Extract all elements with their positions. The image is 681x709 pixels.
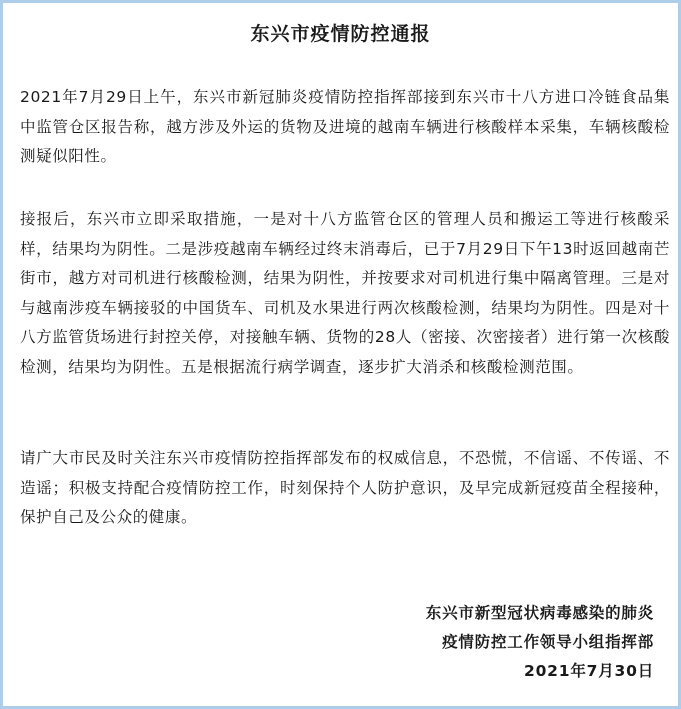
signature-date: 2021年7月30日 (524, 662, 654, 680)
paragraph-measures: 接报后，东兴市立即采取措施，一是对十八方监管仓区的管理人员和搬运工等进行核酸采样，结果均为阴性。二是涉疫越南车辆经过终末消毒后，已于7月29日下午13时返回越南芒街市，越方对司机进行核酸检测，结果为阴性，并按要求对司机进行集中隔离管理。三是对与越南涉疫车辆接驳的中国货车、司机及水果进行两次核酸检测，结果均为阴性。四是对十八方监管货场进行封控关停，对接触车辆、货物的28人（密接、次密接者）进行第一次核酸检测，结果均为阴性。五是根据流行病学调查，逐步扩大消杀和核酸检测范围。 (20, 210, 670, 376)
signature-org-line1: 东兴市新型冠状病毒感染的肺炎 (425, 604, 654, 622)
paragraph-report: 2021年7月29日上午，东兴市新冠肺炎疫情防控指挥部接到东兴市十八方进口冷链食品集中监管仓区报告称，越方涉及外运的货物及进境的越南车辆进行核酸样本采集，车辆核酸检测疑似阳性。 (20, 88, 670, 165)
paragraph-appeal: 请广大市民及时关注东兴市疫情防控指挥部发布的权威信息，不恐慌，不信谣、不传谣、不造谣；积极支持配合疫情防控工作，时刻保持个人防护意识，及早完成新冠疫苗全程接种，保护自己及公众的健康。 (20, 449, 670, 526)
signature-org-line2: 疫情防控工作领导小组指挥部 (442, 633, 654, 651)
signature-block (426, 599, 654, 686)
notice-title: 东兴市疫情防控通报 (250, 23, 431, 45)
